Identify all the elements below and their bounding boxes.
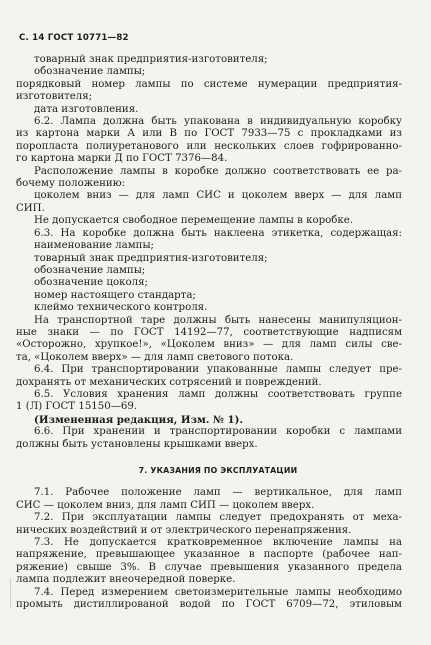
text-line: та, «Цоколем вверх» — для ламп светового потока.	[16, 351, 294, 363]
text-line: обозначение лампы;	[34, 66, 146, 78]
text-line: дохранять от механических сотрясений и повреждений.	[16, 376, 322, 388]
text-line: из картона марки А или В по ГОСТ 7933—75 с прокладками из	[16, 128, 402, 140]
text-line: напряжение, превышающее указанное в паспорте (рабочее нап-	[16, 549, 402, 561]
text-line: изготовителя;	[16, 91, 93, 103]
text-line: товарный знак предприятия-изготовителя;	[34, 252, 268, 264]
section-title: 7. УКАЗАНИЯ ПО ЭКСПЛУАТАЦИИ	[138, 466, 298, 475]
text-line: 1 (Л) ГОСТ 15150—69.	[16, 401, 138, 413]
paragraph-6-2: 6.2. Лампа должна быть упакована в индивидуальную коробку	[34, 116, 402, 128]
page-header: С. 14 ГОСТ 10771—82	[19, 33, 129, 43]
text-line: клеймо технического контроля.	[34, 302, 208, 314]
text-line: бочему положению:	[16, 178, 125, 190]
paragraph-6-3: 6.3. На коробке должна быть наклеена этикетка, содержащая:	[34, 227, 402, 239]
text-line: дата изготовления.	[34, 103, 139, 115]
text-line: цоколем вниз — для ламп СИС и цоколем вверх — для ламп	[34, 190, 402, 202]
paragraph-6-5: 6.5. Условия хранения ламп должны соответствовать группе	[34, 388, 402, 400]
text-line: промыть дистиллированой водой по ГОСТ 6709—72, этиловым	[16, 599, 402, 611]
text-line: СИП.	[16, 202, 45, 214]
amendment-note: (Измененная редакция, Изм. № 1).	[34, 413, 244, 426]
text-line: На транспортной таре должны быть нанесены манипуляцион-	[34, 314, 402, 326]
paragraph-7-3: 7.3. Не допускается кратковременное включение лампы на	[34, 537, 402, 549]
text-line: поропласта полиуретанового или нескольких слоев гофрированно-	[16, 140, 402, 152]
text-line: товарный знак предприятия-изготовителя;	[34, 54, 268, 65]
text-line: порядковый номер лампы по системе нумерации предприятия-	[16, 78, 402, 90]
paragraph-6-4: 6.4. При транспортировании упакованные лампы следует пре-	[34, 364, 402, 376]
paragraph-7-1: 7.1. Рабочее положение ламп — вертикальное, для ламп	[34, 487, 402, 499]
text-line: обозначение лампы;	[34, 264, 146, 276]
margin-mark	[10, 578, 11, 608]
text-line: Не допускается свободное перемещение лампы в коробке.	[34, 215, 354, 227]
text-line: ряжение) свыше 3%. В случае превышения указанного предела	[16, 561, 402, 573]
text-line: должны быть установлены крышками вверх.	[16, 438, 258, 450]
paragraph-7-2: 7.2. При эксплуатации лампы следует предохранять от меха-	[34, 512, 402, 524]
text-line: обозначение цоколя;	[34, 277, 148, 289]
text-line: наименование лампы;	[34, 240, 154, 252]
text-line: Расположение лампы в коробке должно соответствовать ее ра-	[34, 165, 402, 177]
text-line: СИС — цоколем вниз, для ламп СИП — цоколем вверх.	[16, 499, 315, 511]
text-line: номер настоящего стандарта;	[34, 289, 196, 301]
paragraph-6-6: 6.6. При хранении и транспортировании коробки с лампами	[34, 426, 402, 438]
text-line: лампа подлежит внеочередной поверке.	[16, 574, 236, 586]
text-line: нических воздействий и от электрического перенапряжения.	[16, 524, 352, 536]
document-body	[16, 54, 402, 611]
text-line: «Осторожно, хрупкое!», «Цоколем вниз» — для ламп силы све-	[16, 339, 402, 351]
text-line: го картона марки Д по ГОСТ 7376—84.	[16, 153, 228, 165]
text-line: ные знаки — по ГОСТ 14192—77, соответствующие надписям	[16, 326, 402, 338]
paragraph-7-4: 7.4. Перед измерением светоизмерительные лампы необходимо	[34, 586, 402, 598]
